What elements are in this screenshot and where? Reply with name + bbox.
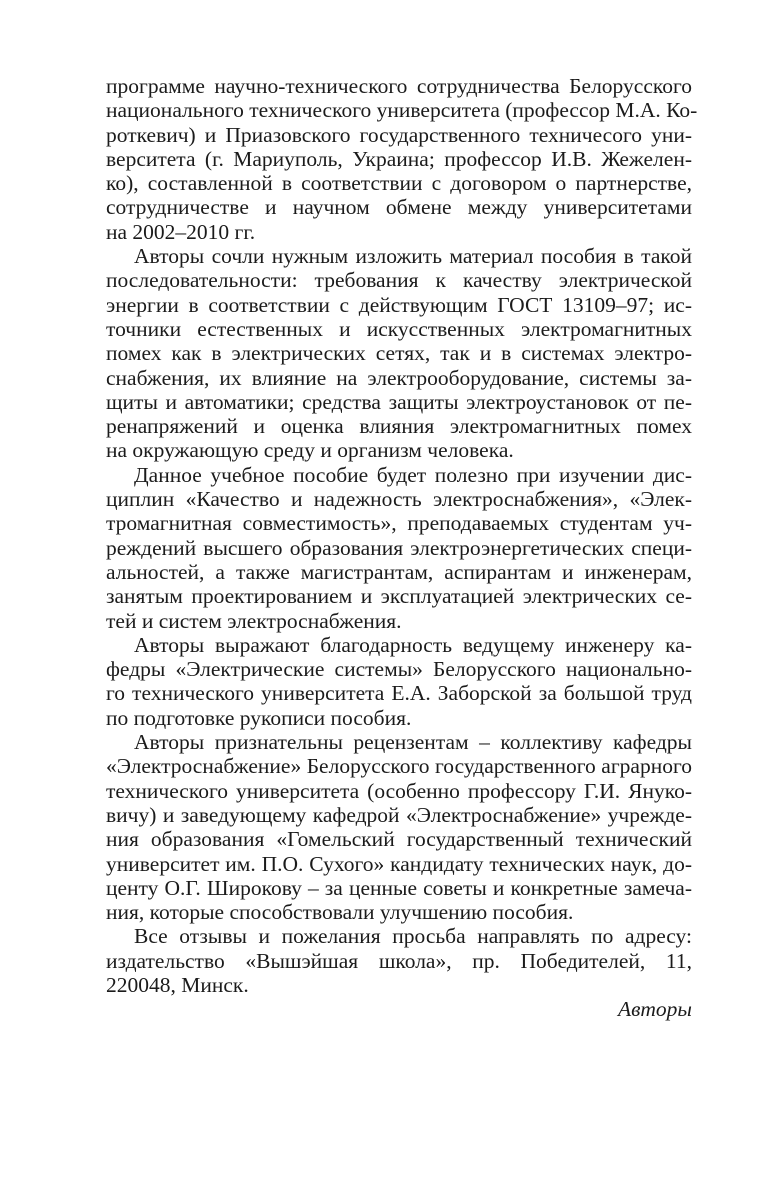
- text-line: Данное учебное пособие будет полезно при изучении дис-: [134, 462, 692, 487]
- text-line: на окружающую среду и организм человека.: [106, 438, 514, 463]
- text-line: программе научно-технического сотрудничества Белорусского: [106, 74, 692, 98]
- text-line: по подготовке рукописи пособия.: [106, 705, 412, 730]
- text-line: сотрудничестве и научном обмене между университетами: [106, 195, 692, 220]
- text-line: помех как в электрических сетях, так и в системах электро-: [106, 341, 692, 366]
- paragraph: [106, 633, 692, 730]
- paragraph: [106, 74, 698, 244]
- text-line: вичу) и заведующему кафедрой «Электроснабжение» учрежде-: [106, 802, 692, 827]
- text-line: ния, которые способствовали улучшению пособия.: [106, 900, 574, 925]
- text-line: тромагнитная совместимость», преподаваемых студентам уч-: [106, 511, 692, 536]
- paragraph: [106, 730, 692, 924]
- text-line: снабжения, их влияние на электрооборудование, системы за-: [106, 365, 692, 390]
- text-line: последовательности: требования к качеству электрической: [106, 268, 692, 293]
- text-line: технического университета (особенно профессору Г.И. Януко-: [106, 778, 692, 803]
- text-line: щиты и автоматики; средства защиты электроустановок от пе-: [106, 389, 692, 414]
- text-line: ренапряжений и оценка влияния электромагнитных помех: [106, 414, 692, 439]
- text-line: Все отзывы и пожелания просьба направлять по адресу:: [134, 924, 692, 949]
- text-line: национального технического университета (профессор М.А. Ко-: [106, 98, 698, 123]
- text-line: Авторы выражают благодарность ведущему инженеру ка-: [134, 632, 692, 657]
- signature-authors: Авторы: [617, 997, 692, 1021]
- text-line: реждений высшего образования электроэнергетических специ-: [106, 535, 692, 560]
- text-line: на 2002–2010 гг.: [106, 219, 256, 244]
- text-line: Авторы признательны рецензентам – коллективу кафедры: [134, 730, 692, 755]
- text-line: ко), составленной в соответствии с договором о партнерстве,: [106, 171, 692, 196]
- text-line: университет им. П.О. Сухого» кандидату технических наук, до-: [106, 851, 692, 876]
- text-line: 220048, Минск.: [106, 972, 249, 997]
- text-line: верситета (г. Мариуполь, Украина; профессор И.В. Жежелен-: [106, 146, 692, 171]
- text-line: циплин «Качество и надежность электроснабжения», «Элек-: [106, 487, 692, 512]
- paragraph: [106, 244, 692, 463]
- paragraph: [106, 463, 692, 633]
- body-text: [106, 74, 698, 997]
- text-line: занятым проектированием и эксплуатацией электрических се-: [106, 584, 692, 609]
- text-line: энергии в соответствии с действующим ГОСТ 13109–97; ис-: [106, 292, 692, 317]
- text-line: тей и систем электроснабжения.: [106, 608, 402, 633]
- text-line: го технического университета Е.А. Заборской за большой труд: [106, 681, 692, 706]
- paragraph: [106, 924, 692, 997]
- text-line: издательство «Вышэйшая школа», пр. Победителей, 11,: [106, 948, 692, 973]
- text-line: Авторы сочли нужным изложить материал пособия в такой: [134, 244, 692, 269]
- text-line: центу О.Г. Широкову – за ценные советы и конкретные замеча-: [106, 875, 692, 900]
- text-line: альностей, а также магистрантам, аспирантам и инженерам,: [106, 559, 692, 584]
- text-line: федры «Электрические системы» Белорусского национально-: [106, 657, 692, 682]
- text-line: точники естественных и искусственных электромагнитных: [106, 316, 692, 341]
- text-line: ния образования «Гомельский государственный технический: [106, 827, 692, 852]
- text-line: роткевич) и Приазовского государственного техничесого уни-: [106, 122, 692, 147]
- text-line: «Электроснабжение» Белорусского государственного аграрного: [106, 754, 692, 779]
